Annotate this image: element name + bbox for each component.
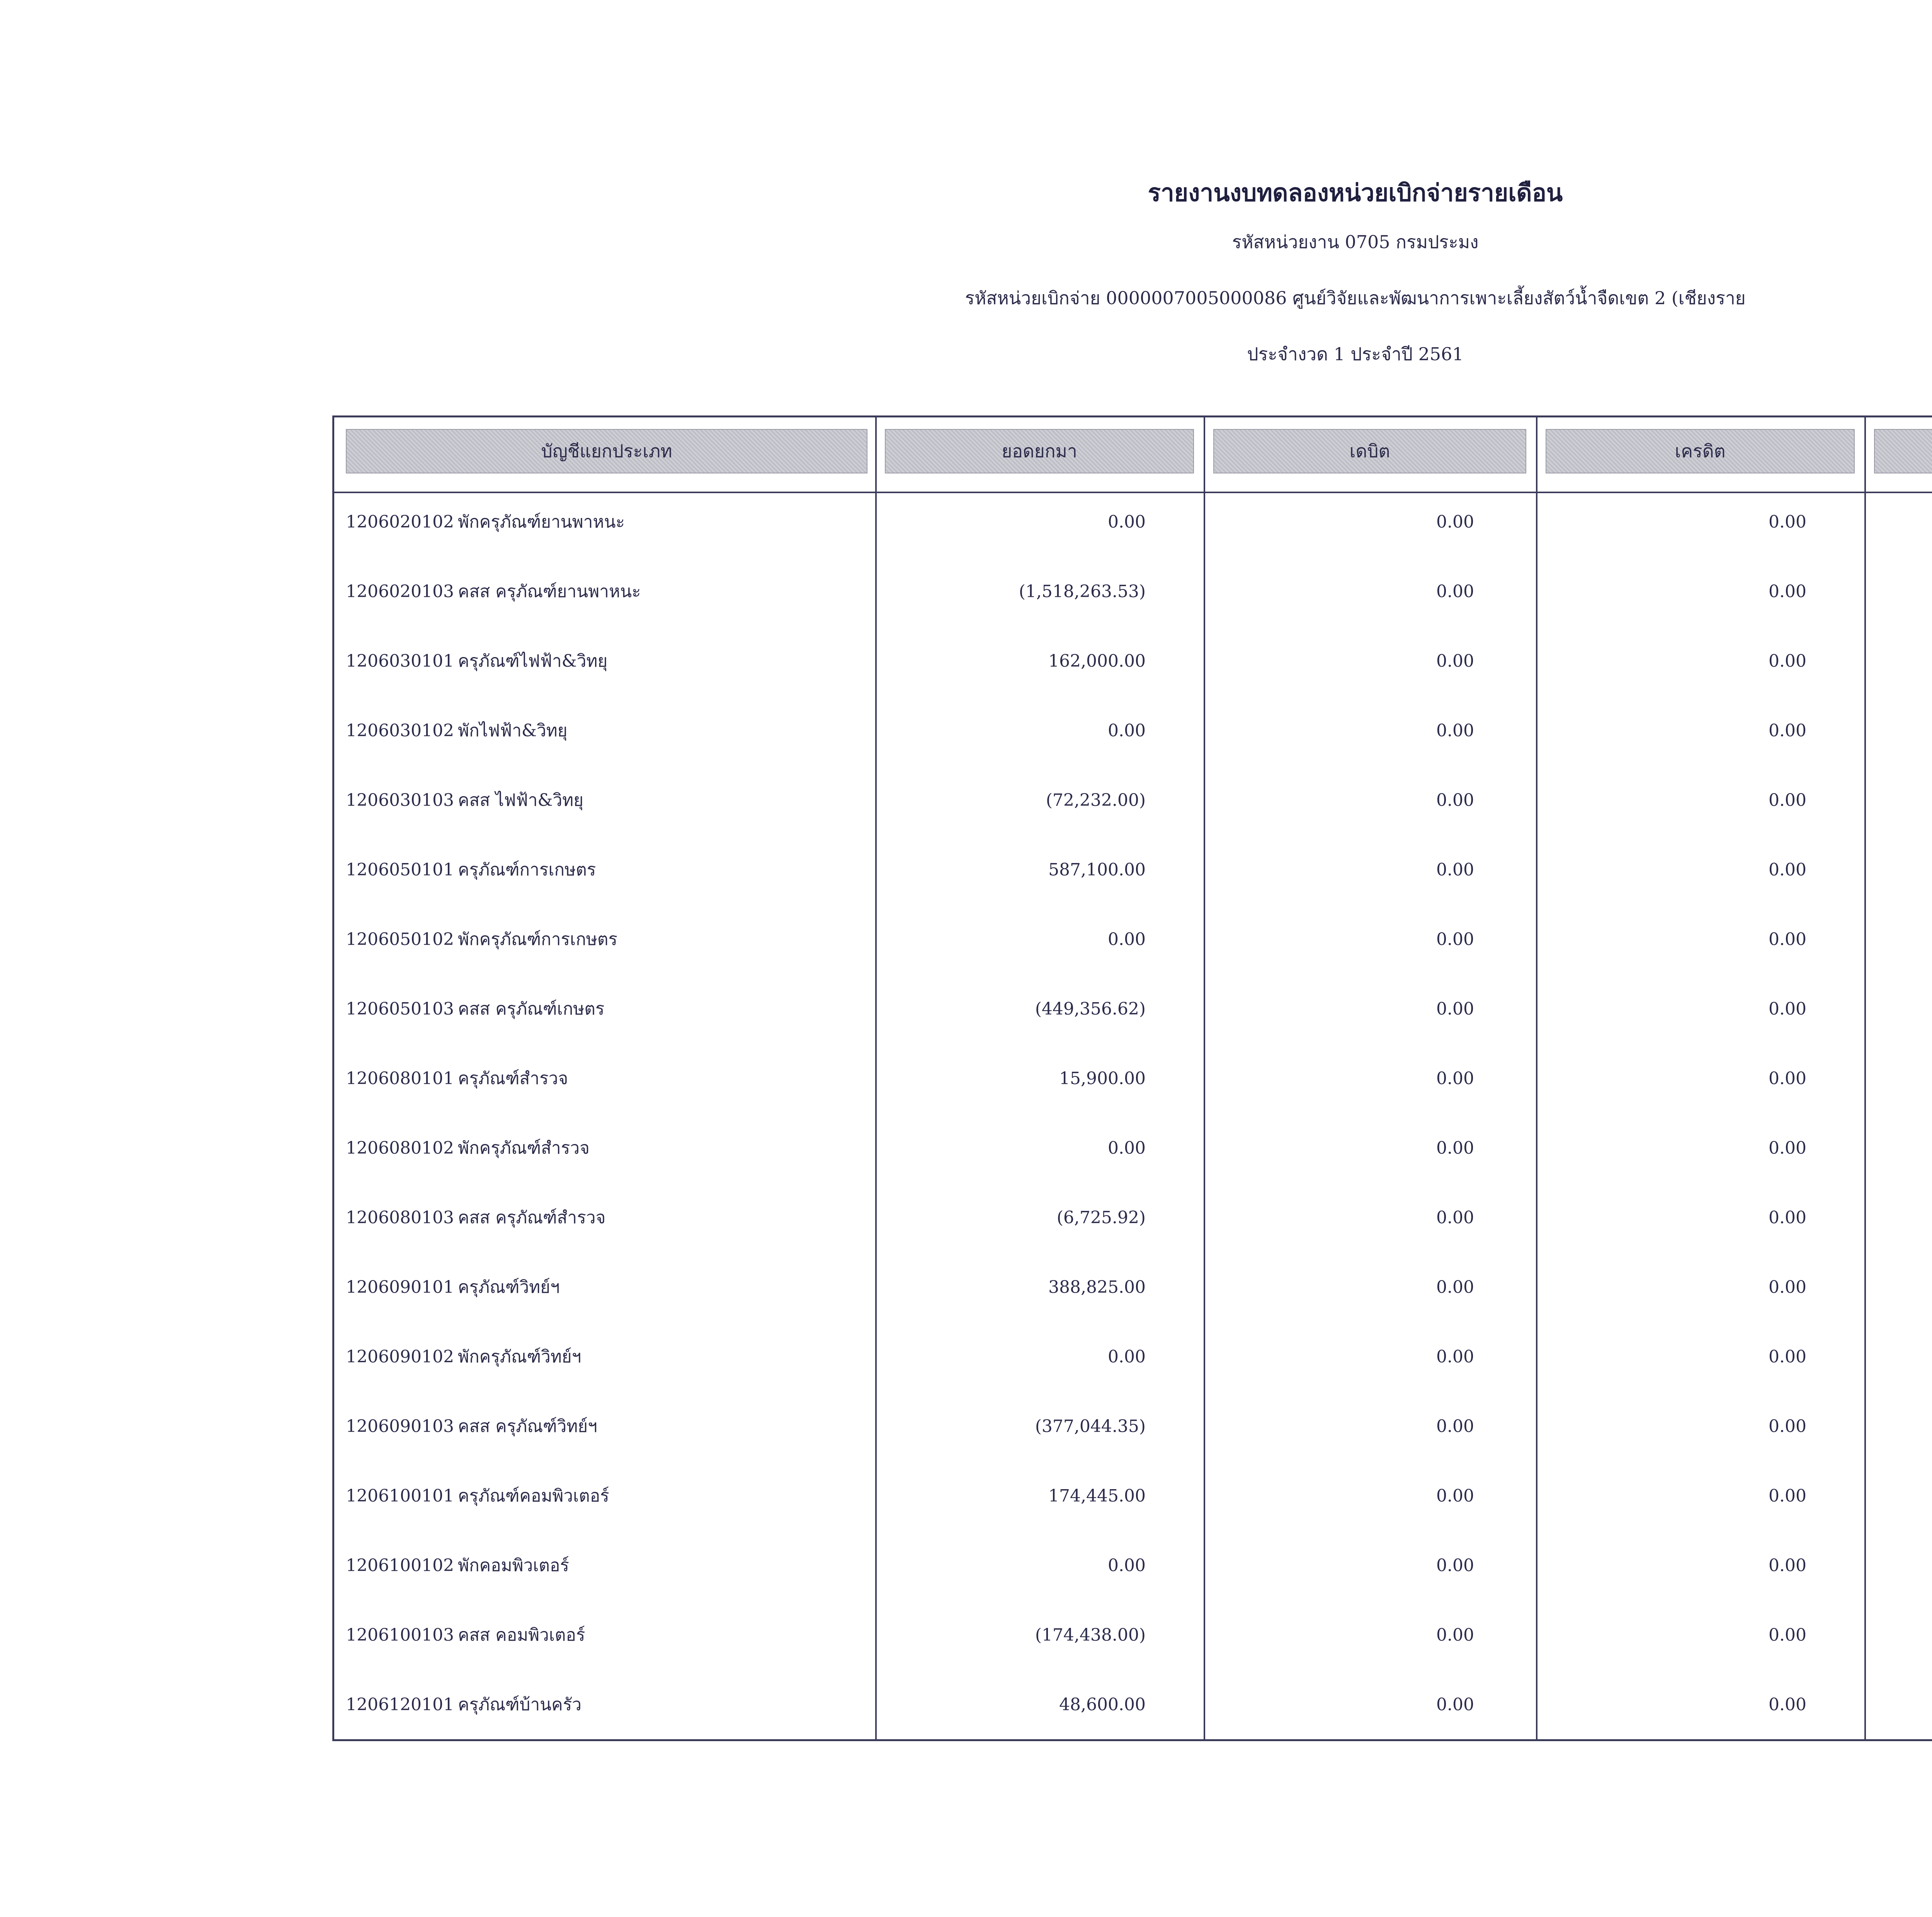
account-cell xyxy=(346,1670,582,1739)
brought-forward-value: 0.00 xyxy=(1108,929,1146,949)
table-row xyxy=(334,1531,1932,1600)
account-code: 1206050101 xyxy=(346,860,454,880)
carried-forward-value xyxy=(1861,1531,1932,1600)
table-row xyxy=(334,1253,1932,1321)
col-header-carried-forward xyxy=(1874,429,1932,473)
debit-value: 0.00 xyxy=(1436,651,1474,671)
account-code: 1206050103 xyxy=(346,999,454,1019)
account-cell xyxy=(346,1461,609,1530)
account-name: คสส ไฟฟ้า&วิทยุ xyxy=(458,790,583,810)
brought-forward-value: (1,518,263.53) xyxy=(1019,581,1146,601)
brought-forward-value: 162,000.00 xyxy=(1048,651,1146,671)
debit-value: 0.00 xyxy=(1436,1694,1474,1714)
brought-forward-value: (377,044.35) xyxy=(1035,1416,1146,1436)
debit-value: 0.00 xyxy=(1436,929,1474,949)
account-cell xyxy=(346,835,596,904)
account-cell xyxy=(346,1113,590,1182)
credit-value: 0.00 xyxy=(1769,1207,1806,1227)
carried-forward-value xyxy=(1861,1183,1932,1252)
table-row xyxy=(334,1322,1932,1391)
account-cell xyxy=(346,1600,585,1669)
disbursement-unit: รหัสหน่วยเบิกจ่าย 0000007005000086 ศูนย์วิจัยและพัฒนาการเพาะเลี้ยงสัตว์น้ำจืดเขต 2 (เชียงราย xyxy=(965,288,1746,308)
account-name: พักครุภัณฑ์สำรวจ xyxy=(458,1138,590,1158)
account-name: ครุภัณฑ์คอมพิวเตอร์ xyxy=(458,1486,609,1506)
credit-value: 0.00 xyxy=(1769,1416,1806,1436)
credit-value: 0.00 xyxy=(1769,929,1806,949)
account-name: พักไฟฟ้า&วิทยุ xyxy=(458,721,568,741)
debit-value: 0.00 xyxy=(1436,720,1474,741)
report-title: รายงานงบทดลองหน่วยเบิกจ่ายรายเดือน xyxy=(1148,179,1563,207)
account-name: พักคอมพิวเตอร์ xyxy=(458,1556,569,1575)
account-code: 1206020103 xyxy=(346,581,454,601)
table-row xyxy=(334,1044,1932,1113)
account-code: 1206080102 xyxy=(346,1138,454,1158)
table-row xyxy=(334,1600,1932,1669)
account-cell xyxy=(346,557,641,626)
table-row xyxy=(334,487,1932,556)
credit-value: 0.00 xyxy=(1769,512,1806,532)
carried-forward-value xyxy=(1861,1670,1932,1739)
carried-forward-value xyxy=(1861,487,1932,556)
carried-forward-value xyxy=(1861,696,1932,765)
account-code: 1206030101 xyxy=(346,651,454,671)
brought-forward-value: 0.00 xyxy=(1108,1138,1146,1158)
debit-value: 0.00 xyxy=(1436,999,1474,1019)
report-period: ประจำงวด 1 ประจำปี 2561 xyxy=(1247,344,1464,364)
col-header-credit: เครดิต xyxy=(1546,429,1855,473)
credit-value: 0.00 xyxy=(1769,1138,1806,1158)
brought-forward-value: (449,356.62) xyxy=(1035,999,1146,1019)
carried-forward-value xyxy=(1861,1600,1932,1669)
table-row xyxy=(334,835,1932,904)
account-name: ครุภัณฑ์การเกษตร xyxy=(458,860,596,880)
brought-forward-value: 15,900.00 xyxy=(1059,1068,1146,1088)
debit-value: 0.00 xyxy=(1436,1138,1474,1158)
debit-value: 0.00 xyxy=(1436,1277,1474,1297)
table-row xyxy=(334,696,1932,765)
account-name: คสส ครุภัณฑ์วิทย์ฯ xyxy=(458,1416,597,1436)
table-row xyxy=(334,1392,1932,1461)
col-header-debit: เดบิต xyxy=(1213,429,1526,473)
carried-forward-value xyxy=(1861,974,1932,1043)
debit-value: 0.00 xyxy=(1436,1486,1474,1506)
col-header-account: บัญชีแยกประเภท xyxy=(346,429,867,473)
account-code: 1206100102 xyxy=(346,1555,454,1575)
credit-value: 0.00 xyxy=(1769,999,1806,1019)
debit-value: 0.00 xyxy=(1436,1347,1474,1367)
account-cell xyxy=(346,696,567,765)
account-cell xyxy=(346,1531,569,1600)
account-code: 1206090101 xyxy=(346,1277,454,1297)
agency-code: รหัสหน่วยงาน 0705 กรมประมง xyxy=(1232,232,1479,252)
brought-forward-value: 0.00 xyxy=(1108,512,1146,532)
account-code: 1206090102 xyxy=(346,1347,454,1367)
table-row xyxy=(334,557,1932,626)
account-name: ครุภัณฑ์ไฟฟ้า&วิทยุ xyxy=(458,651,608,671)
table-row xyxy=(334,974,1932,1043)
debit-value: 0.00 xyxy=(1436,860,1474,880)
account-cell xyxy=(346,974,604,1043)
credit-value: 0.00 xyxy=(1769,1486,1806,1506)
brought-forward-value: 174,445.00 xyxy=(1048,1486,1146,1506)
account-code: 1206100103 xyxy=(346,1625,454,1645)
carried-forward-value xyxy=(1861,1461,1932,1530)
trial-balance-table xyxy=(332,415,1932,1741)
account-code: 1206030103 xyxy=(346,790,454,810)
debit-value: 0.00 xyxy=(1436,1068,1474,1088)
account-name: ครุภัณฑ์สำรวจ xyxy=(458,1069,568,1088)
account-cell xyxy=(346,1044,568,1113)
credit-value: 0.00 xyxy=(1769,790,1806,810)
table-row xyxy=(334,766,1932,834)
account-name: คสส ครุภัณฑ์ยานพาหนะ xyxy=(458,582,641,601)
carried-forward-value xyxy=(1861,766,1932,834)
account-cell xyxy=(346,627,607,695)
table-row xyxy=(334,1670,1932,1739)
account-code: 1206030102 xyxy=(346,720,454,741)
debit-value: 0.00 xyxy=(1436,581,1474,601)
account-name: พักครุภัณฑ์วิทย์ฯ xyxy=(458,1347,582,1367)
account-cell xyxy=(346,487,625,556)
credit-value: 0.00 xyxy=(1769,1625,1806,1645)
brought-forward-value: 0.00 xyxy=(1108,1347,1146,1367)
credit-value: 0.00 xyxy=(1769,1347,1806,1367)
table-row xyxy=(334,1113,1932,1182)
account-cell xyxy=(346,1183,605,1252)
credit-value: 0.00 xyxy=(1769,720,1806,741)
account-code: 1206120101 xyxy=(346,1694,454,1714)
carried-forward-value xyxy=(1861,1392,1932,1461)
account-cell xyxy=(346,905,617,974)
account-name: ครุภัณฑ์วิทย์ฯ xyxy=(458,1277,560,1297)
debit-value: 0.00 xyxy=(1436,1555,1474,1575)
table-row xyxy=(334,627,1932,695)
credit-value: 0.00 xyxy=(1769,1068,1806,1088)
carried-forward-value xyxy=(1861,1044,1932,1113)
account-code: 1206050102 xyxy=(346,929,454,949)
account-name: คสส คอมพิวเตอร์ xyxy=(458,1625,585,1645)
brought-forward-value: 388,825.00 xyxy=(1048,1277,1146,1297)
debit-value: 0.00 xyxy=(1436,512,1474,532)
brought-forward-value: (72,232.00) xyxy=(1046,790,1146,810)
table-row xyxy=(334,1183,1932,1252)
debit-value: 0.00 xyxy=(1436,1416,1474,1436)
credit-value: 0.00 xyxy=(1769,1555,1806,1575)
credit-value: 0.00 xyxy=(1769,1277,1806,1297)
account-code: 1206100101 xyxy=(346,1486,454,1506)
account-name: คสส ครุภัณฑ์สำรวจ xyxy=(458,1208,606,1227)
credit-value: 0.00 xyxy=(1769,860,1806,880)
debit-value: 0.00 xyxy=(1436,790,1474,810)
account-name: พักครุภัณฑ์ยานพาหนะ xyxy=(458,512,625,532)
account-name: ครุภัณฑ์บ้านครัว xyxy=(458,1695,582,1714)
brought-forward-value: 587,100.00 xyxy=(1048,860,1146,880)
account-code: 1206080103 xyxy=(346,1207,454,1227)
table-row xyxy=(334,905,1932,974)
account-code: 1206080101 xyxy=(346,1068,454,1088)
brought-forward-value: 48,600.00 xyxy=(1059,1694,1146,1714)
debit-value: 0.00 xyxy=(1436,1207,1474,1227)
credit-value: 0.00 xyxy=(1769,581,1806,601)
brought-forward-value: (174,438.00) xyxy=(1035,1625,1146,1645)
account-cell xyxy=(346,1392,597,1461)
account-name: คสส ครุภัณฑ์เกษตร xyxy=(458,999,605,1019)
account-cell xyxy=(346,766,583,834)
carried-forward-value xyxy=(1861,905,1932,974)
carried-forward-value xyxy=(1861,1253,1932,1321)
col-header-brought-forward: ยอดยกมา xyxy=(885,429,1194,473)
account-cell xyxy=(346,1253,560,1321)
brought-forward-value: 0.00 xyxy=(1108,1555,1146,1575)
account-code: 1206020102 xyxy=(346,512,454,532)
carried-forward-value xyxy=(1861,1322,1932,1391)
credit-value: 0.00 xyxy=(1769,651,1806,671)
credit-value: 0.00 xyxy=(1769,1694,1806,1714)
carried-forward-value xyxy=(1861,835,1932,904)
table-row xyxy=(334,1461,1932,1530)
brought-forward-value: 0.00 xyxy=(1108,720,1146,741)
account-code: 1206090103 xyxy=(346,1416,454,1436)
account-cell xyxy=(346,1322,581,1391)
carried-forward-value xyxy=(1861,627,1932,695)
carried-forward-value xyxy=(1861,557,1932,626)
debit-value: 0.00 xyxy=(1436,1625,1474,1645)
brought-forward-value: (6,725.92) xyxy=(1056,1207,1146,1227)
carried-forward-value xyxy=(1861,1113,1932,1182)
account-name: พักครุภัณฑ์การเกษตร xyxy=(458,930,617,949)
